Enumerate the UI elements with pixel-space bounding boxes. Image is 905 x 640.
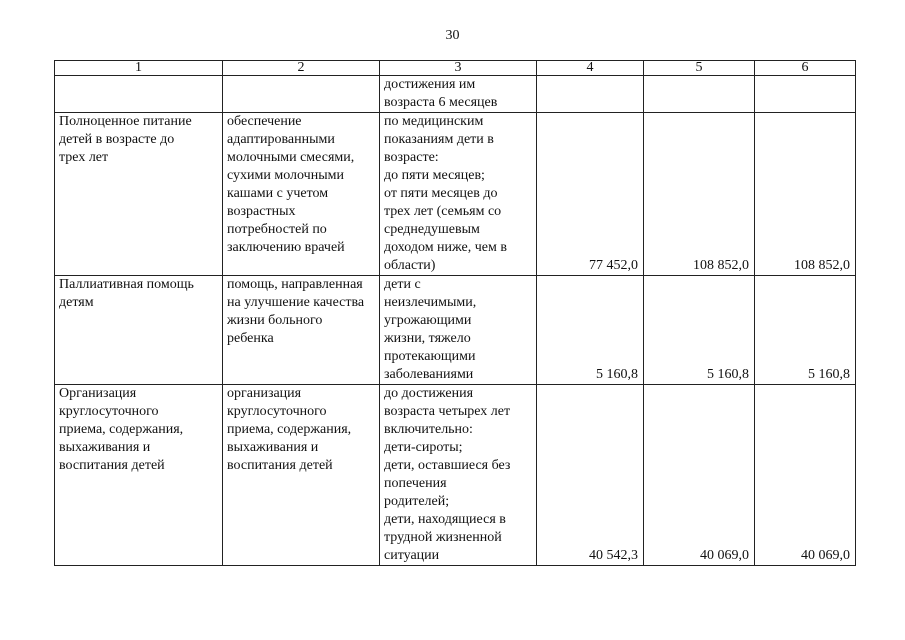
table-row (55, 113, 856, 276)
amount-cell: 5 160,8 (537, 276, 644, 385)
amount-cell (644, 76, 755, 113)
amount-cell: 108 852,0 (644, 113, 755, 276)
table-row (55, 385, 856, 566)
amount-cell: 77 452,0 (537, 113, 644, 276)
table-header-row (55, 61, 856, 76)
column-header: 6 (755, 61, 856, 76)
recipients-cell: дети с неизлечимыми, угрожающими жизни, тяжело протекающими заболеваниями (380, 276, 537, 385)
benefits-table (54, 60, 856, 566)
amount-cell: 108 852,0 (755, 113, 856, 276)
table-row (55, 76, 856, 113)
column-header: 1 (55, 61, 223, 76)
column-header: 5 (644, 61, 755, 76)
column-header: 3 (380, 61, 537, 76)
recipients-cell: до достижения возраста четырех лет включительно: дети-сироты; дети, оставшиеся без попечения родителей; дети, находящиеся в трудной жизненной ситуации (380, 385, 537, 566)
measure-name-cell: Паллиативная помощь детям (55, 276, 223, 385)
page-number: 30 (445, 28, 460, 43)
amount-cell: 5 160,8 (755, 276, 856, 385)
measure-content-cell: помощь, направленная на улучшение качества жизни больного ребенка (223, 276, 380, 385)
recipients-cell: достижения им возраста 6 месяцев (380, 76, 537, 113)
amount-cell (755, 76, 856, 113)
amount-cell: 40 069,0 (755, 385, 856, 566)
amount-cell: 5 160,8 (644, 276, 755, 385)
recipients-cell: по медицинским показаниям дети в возрасте: до пяти месяцев; от пяти месяцев до трех лет (семьям со среднедушевым доходом ниже, чем в области) (380, 113, 537, 276)
measure-content-cell: обеспечение адаптированными молочными смесями, сухими молочными кашами с учетом возрастных потребностей по заключению врачей (223, 113, 380, 276)
amount-cell: 40 069,0 (644, 385, 755, 566)
amount-cell: 40 542,3 (537, 385, 644, 566)
measure-content-cell (223, 76, 380, 113)
measure-content-cell: организация круглосуточного приема, содержания, выхаживания и воспитания детей (223, 385, 380, 566)
measure-name-cell (55, 76, 223, 113)
amount-cell (537, 76, 644, 113)
measure-name-cell: Полноценное питание детей в возрасте до трех лет (55, 113, 223, 276)
measure-name-cell: Организация круглосуточного приема, содержания, выхаживания и воспитания детей (55, 385, 223, 566)
column-header: 4 (537, 61, 644, 76)
column-header: 2 (223, 61, 380, 76)
table-row (55, 276, 856, 385)
